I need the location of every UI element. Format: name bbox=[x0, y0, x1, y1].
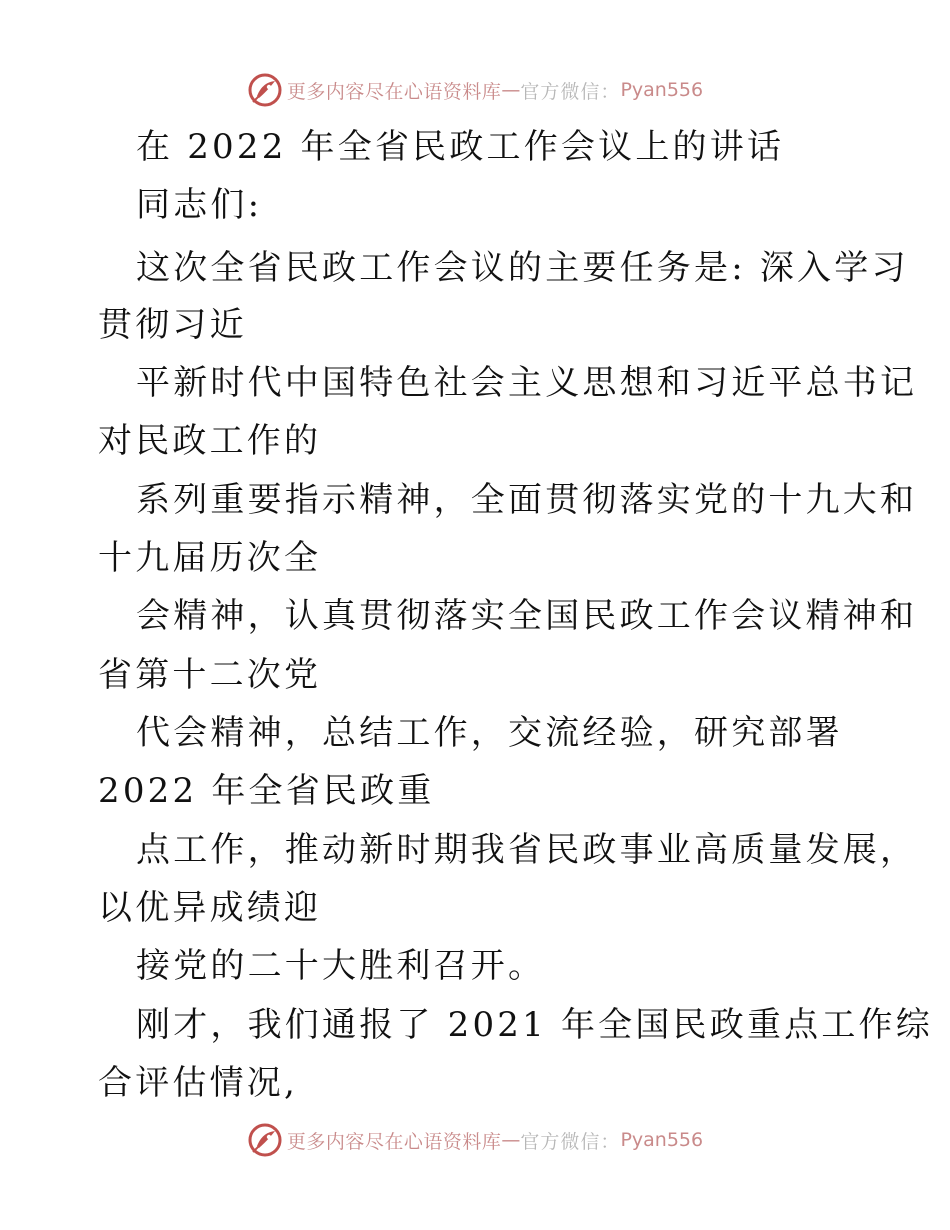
watermark-text: 更多内容尽在心语资料库 bbox=[286, 80, 502, 103]
text-line: 代会精神，总结工作，交流经验，研究部署 bbox=[136, 713, 843, 753]
text-line: 点工作，推动新时期我省民政事业高质量发展， bbox=[136, 830, 918, 870]
text-line: 以优异成绩迎 bbox=[98, 888, 322, 928]
watermark-contact-id: Pyan556 bbox=[620, 79, 704, 101]
salutation: 同志们: bbox=[136, 185, 263, 225]
text-line: 合评估情况, bbox=[98, 1063, 299, 1103]
text-line: 对民政工作的 bbox=[98, 421, 322, 461]
document-title: 在 2022 年全省民政工作会议上的讲话 bbox=[136, 127, 785, 167]
watermark-contact-id: Pyan556 bbox=[620, 1129, 704, 1151]
text-line: 贯彻习近 bbox=[98, 305, 247, 345]
watermark-separator: — bbox=[501, 1129, 521, 1151]
text-line: 十九届历次全 bbox=[98, 538, 322, 578]
text-line: 2022 年全省民政重 bbox=[98, 771, 435, 811]
watermark-contact-label: 官方微信： bbox=[520, 80, 621, 103]
logo-icon bbox=[247, 1122, 283, 1158]
text-line: 刚才，我们通报了 2021 年全国民政重点工作综 bbox=[136, 1005, 933, 1045]
text-line: 会精神，认真贯彻落实全国民政工作会议精神和 bbox=[136, 596, 918, 636]
text-line: 省第十二次党 bbox=[98, 655, 322, 695]
text-line: 这次全省民政工作会议的主要任务是: 深入学习 bbox=[136, 248, 909, 288]
watermark-text: 更多内容尽在心语资料库 bbox=[286, 1130, 502, 1153]
text-line: 平新时代中国特色社会主义思想和习近平总书记 bbox=[136, 363, 918, 403]
watermark-separator: — bbox=[501, 79, 521, 101]
text-line: 系列重要指示精神，全面贯彻落实党的十九大和 bbox=[136, 480, 918, 520]
header-watermark-banner bbox=[0, 72, 950, 108]
logo-icon bbox=[247, 72, 283, 108]
watermark-contact-label: 官方微信： bbox=[520, 1130, 621, 1153]
footer-watermark-banner bbox=[0, 1122, 950, 1158]
text-line: 接党的二十大胜利召开。 bbox=[136, 946, 546, 986]
